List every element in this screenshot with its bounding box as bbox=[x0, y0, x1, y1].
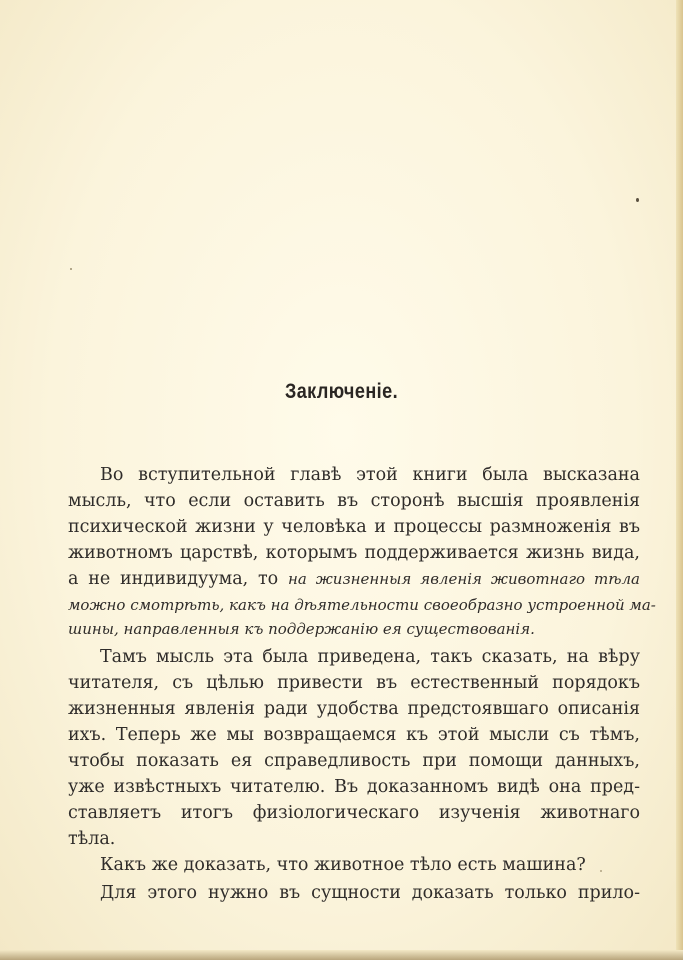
page-edge-bottom bbox=[0, 950, 683, 960]
text-line: ихъ. Теперь же мы возвращаемся къ этой мысли съ тѣмъ, bbox=[68, 725, 640, 745]
text-line: Для этого нужно въ сущности доказать только прило- bbox=[100, 883, 640, 903]
text-line: читателя, съ цѣлью привести въ естественный порядокъ bbox=[68, 673, 640, 693]
text-line-italic: шины, направленныя къ поддержанію ея существованія. bbox=[68, 620, 535, 638]
page-edge-right bbox=[676, 0, 683, 960]
ink-speck bbox=[636, 198, 639, 202]
chapter-heading: Заключенiе. bbox=[284, 380, 399, 403]
ink-speck bbox=[70, 268, 72, 270]
text-line-italic: можно смотрѣть, какъ на дѣятельности своеобразно устроенной ма- bbox=[68, 596, 656, 614]
text-line: Во вступительной главѣ этой книги была высказана bbox=[100, 465, 640, 485]
text-normal: а не индивидуума, то bbox=[68, 569, 279, 589]
text-line: жизненныя явленія ради удобства предстоявшаго описанія bbox=[68, 699, 640, 719]
text-line: животномъ царствѣ, которымъ поддерживается жизнь вида, bbox=[68, 543, 640, 563]
text-line: Какъ же доказать, что животное тѣло есть машина? bbox=[100, 855, 586, 875]
text-line: Тамъ мысль эта была приведена, такъ сказать, на вѣру bbox=[100, 647, 640, 667]
text-line: уже извѣстныхъ читателю. Въ доказанномъ видѣ она пред- bbox=[68, 777, 640, 797]
text-line: психической жизни у человѣка и процессы размноженія въ bbox=[68, 517, 640, 537]
text-line: ставляетъ итогъ физіологическаго изученія животнаго bbox=[68, 803, 640, 823]
text-line: чтобы показать ея справедливость при помощи данныхъ, bbox=[68, 751, 640, 771]
text-line-mixed bbox=[68, 567, 640, 591]
text-line: тѣла. bbox=[68, 829, 116, 849]
text-italic: на жизненныя явленія животнаго тѣла bbox=[287, 570, 640, 588]
text-line: мысль, что если оставить въ сторонѣ высшія проявленія bbox=[68, 491, 640, 511]
